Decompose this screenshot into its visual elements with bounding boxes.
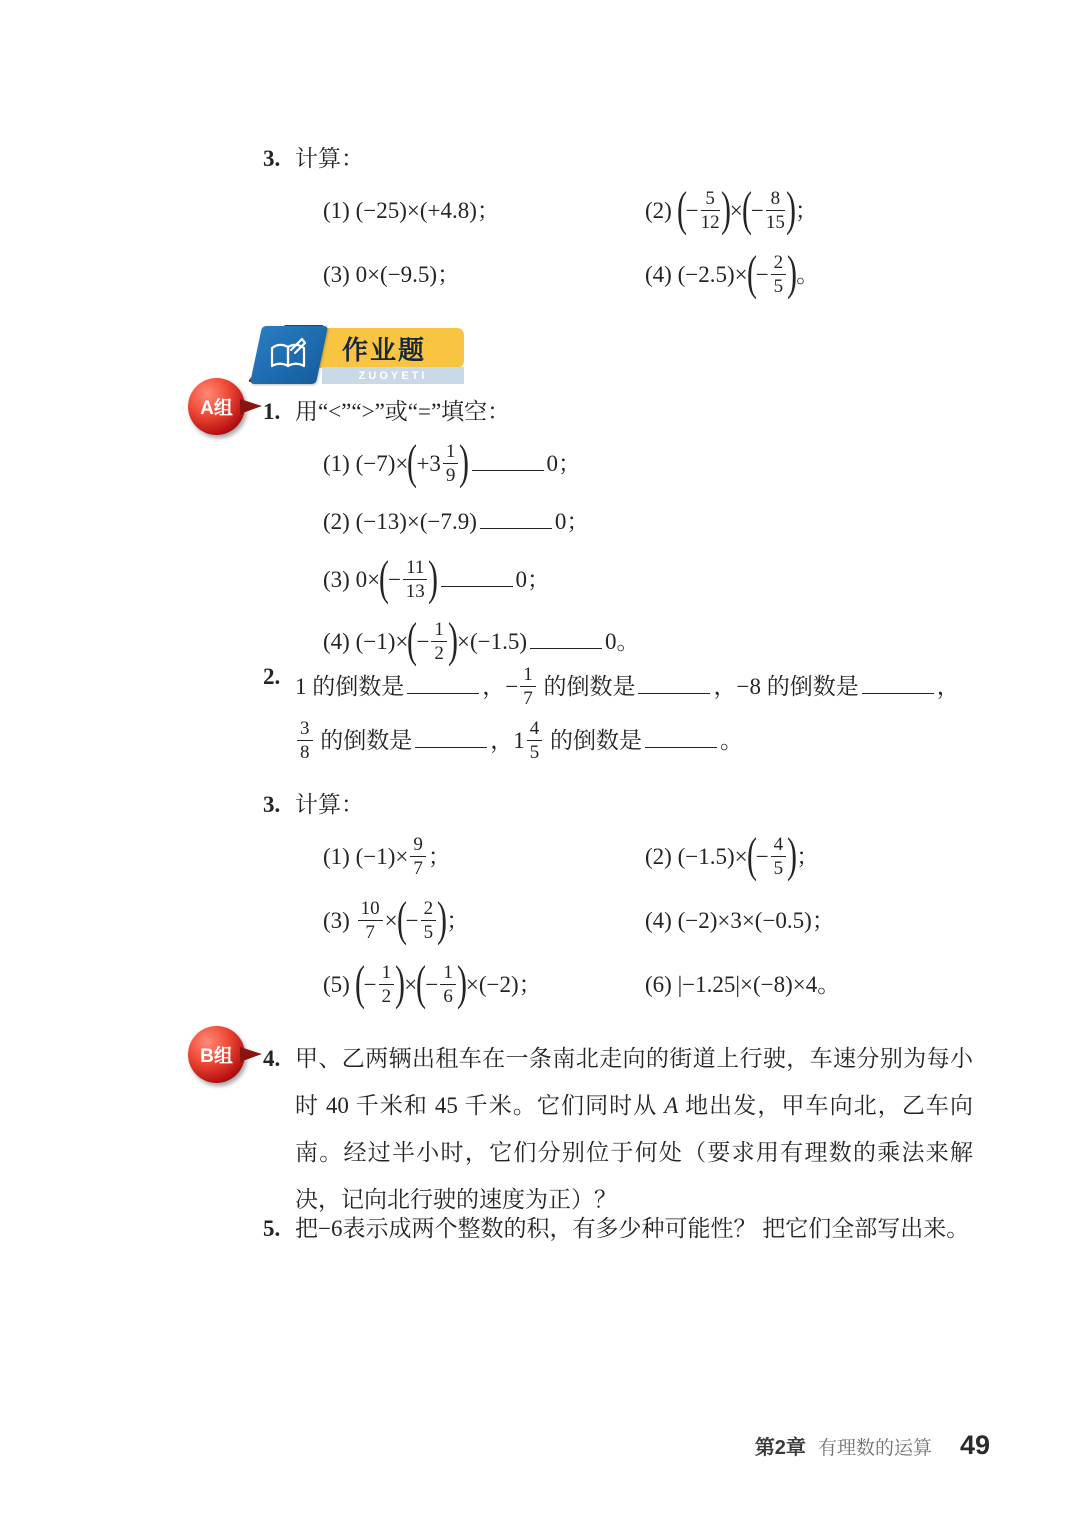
problem-a3 [263,788,963,1012]
fraction: $\frac{1}{7}$ [520,664,536,710]
math-text: +3 [416,451,441,476]
math-text: ； [796,844,820,869]
math-text: − [363,972,377,997]
answer-blank [472,465,544,471]
math-text: 的倒数是 [544,728,642,753]
math-expression [295,714,983,768]
math-expression [323,894,645,948]
math-text: ； [794,198,818,223]
fraction: $\frac{1}{9}$ [443,441,459,487]
problem-b5 [263,1205,975,1252]
math-text: (4) (−2)×3×(−0.5)； [645,908,835,933]
group-b-badge [188,1026,245,1083]
badge-label: B组 [200,1046,233,1067]
problem-text: 把−6表示成两个整数的积，有多少种可能性？ 把它们全部写出来。 [295,1216,970,1241]
math-text: (2) (−13)×(−7.9) [323,509,477,534]
math-text: (2) (−1.5)× [645,844,748,869]
math-text: 0； [515,567,551,592]
stretchy-paren: ) [437,893,448,947]
section-label: 有理数的运算 [817,1438,932,1459]
fraction: $\frac{1}{2}$ [379,962,395,1008]
math-expression [323,437,963,491]
math-text: ； [446,908,470,933]
fraction: $\frac{9}{7}$ [410,834,426,880]
problem-number: 5. [263,1216,281,1241]
fraction: $\frac{5}{12}$ [700,187,720,234]
math-text: 地出发，甲车向北，乙车向南。经过半小时，它们分别位于何处（要求用有理数的乘法来解决，记向北行驶的速度为正）？ [295,1093,974,1212]
math-expression [645,184,963,238]
stretchy-paren: ( [746,247,757,301]
fraction: $\frac{1}{6}$ [440,962,456,1008]
math-text: 1 的倒数是 [295,674,405,699]
problem-title: 计算： [295,146,364,171]
problem-number: 3. [263,146,281,171]
stretchy-paren: ( [379,552,390,606]
badge-label: A组 [200,398,233,419]
banner-subtitle-strip [322,367,464,384]
math-text: ×(−1.5) [457,629,528,654]
math-text: (1) (−1)× [323,844,409,869]
answer-blank [407,688,479,694]
fraction: $\frac{3}{8}$ [297,718,313,764]
math-text: − [750,198,764,223]
problem-items [323,830,963,1012]
stretchy-paren: ) [428,552,439,606]
stretchy-paren: ) [720,183,731,237]
stretchy-paren: ) [395,957,406,1011]
chapter-label: 第2章 [754,1437,806,1459]
math-text: (5) [323,972,356,997]
math-expression [323,830,645,884]
answer-blank [530,643,602,649]
math-text: − [755,262,769,287]
banner-subtitle: ZUOYETI [358,369,428,382]
problem-number: 1. [263,399,281,424]
problem-a1 [263,395,963,669]
stretchy-paren: ( [746,829,757,883]
answer-blank [441,581,513,587]
stretchy-paren: ( [741,183,752,237]
math-text: (1) (−7)× [323,451,409,476]
page-number: 49 [959,1430,990,1460]
math-text: 0； [554,509,590,534]
problem-number: 2. [263,664,281,689]
math-text: ， [936,674,960,699]
math-text: (3) [323,908,356,933]
math-text: (4) (−1)× [323,629,409,654]
math-text: × [384,908,398,933]
math-text: × [729,198,743,223]
answer-blank [415,742,487,748]
math-text: 0； [546,451,582,476]
stretchy-paren: ) [447,614,458,668]
problem-number: 3. [263,792,281,817]
math-expression [645,830,963,884]
fraction: $\frac{2}{5}$ [771,252,787,298]
math-text: 的倒数是 [537,674,636,699]
group-a-badge [188,378,245,435]
math-text: − [416,629,430,654]
answer-blank [638,688,710,694]
badge-pointer-icon [240,1047,262,1062]
math-expression [645,894,963,948]
math-expression [645,248,963,302]
math-text: (3) 0×(−9.5)； [323,262,461,287]
problem-a2 [263,660,983,768]
math-text: ，−8 的倒数是 [713,674,859,699]
fraction: $\frac{11}{13}$ [403,557,427,603]
fraction: $\frac{2}{5}$ [421,898,437,944]
stretchy-paren: ( [407,614,418,668]
math-expression [323,184,645,238]
stretchy-paren: ) [459,436,470,490]
stretchy-paren: ( [354,957,365,1011]
math-text: 。 [720,728,743,753]
math-text: ，1 [490,728,525,753]
answer-blank [862,688,934,694]
homework-section-header [250,326,468,384]
math-text: − [425,972,439,997]
math-text: (3) 0× [323,567,381,592]
answer-blank [480,523,552,529]
math-text: ； [427,844,451,869]
math-expression [645,958,963,1012]
stretchy-paren: ) [456,957,467,1011]
math-text: (2) [645,198,678,223]
fraction: $\frac{1}{2}$ [431,619,447,665]
math-text: (6) |−1.25|×(−8)×4。 [645,972,841,997]
problem-items [323,437,963,669]
math-text: 。 [796,262,820,287]
math-text: − [388,567,402,592]
math-text: (1) (−25)×(+4.8)； [323,198,500,223]
problem-b4 [263,1035,975,1223]
math-expression [323,248,645,302]
problem-title: 用“<”“>”或“=”填空： [295,399,511,424]
stretchy-paren: ) [787,829,798,883]
math-text: (4) (−2.5)× [645,262,748,287]
stretchy-paren: ( [416,957,427,1011]
answer-blank [645,742,717,748]
math-text: ×(−2)； [465,972,542,997]
problem-text [295,1035,973,1223]
problem-items [323,184,963,302]
stretchy-paren: ) [787,247,798,301]
stretchy-paren: ) [785,183,796,237]
variable: A [664,1093,679,1118]
math-expression [323,553,963,607]
stretchy-paren: ( [396,893,407,947]
math-text: 的倒数是 [314,728,413,753]
math-expression [323,499,963,545]
fraction: $\frac{10}{7}$ [358,898,383,944]
math-text: − [755,844,769,869]
banner-title: 作业题 [341,335,426,365]
math-text: ，− [482,674,519,699]
problem-title: 计算： [295,792,364,817]
math-expression [323,958,645,1012]
math-text: 甲、乙两辆出租车在一条南北走向的街道上行驶，车速分别为每小时 40 千米和 45 千米。它们同时从 [295,1046,973,1118]
math-text: − [405,908,419,933]
page-footer [755,1430,990,1461]
fraction: $\frac{4}{5}$ [771,834,787,880]
problem-number: 4. [263,1046,281,1071]
fraction: $\frac{4}{5}$ [527,718,543,764]
math-text: − [685,198,699,223]
problem-top-3 [263,142,963,302]
math-expression [295,660,983,714]
math-text: 0。 [605,629,640,654]
fraction: $\frac{8}{15}$ [765,187,785,234]
badge-pointer-icon [240,399,262,414]
math-text: × [404,972,418,997]
book-pencil-icon [250,326,328,384]
stretchy-paren: ( [407,436,418,490]
stretchy-paren: ( [676,183,687,237]
